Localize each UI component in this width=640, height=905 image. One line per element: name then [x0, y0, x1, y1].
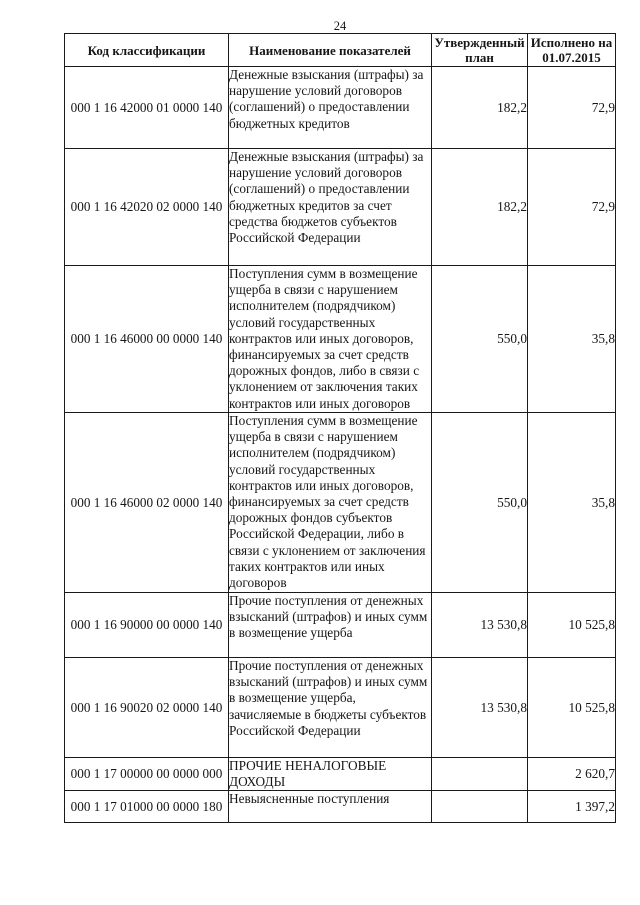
row-approved-plan: 182,2 — [432, 149, 528, 266]
row-indicator-name: Невыясненные поступления — [229, 791, 432, 823]
row-classification-code: 000 1 17 01000 00 0000 180 — [65, 791, 229, 823]
page-number: 24 — [333, 19, 347, 33]
row-indicator-name: Поступления сумм в возмещение ущерба в связи с нарушением исполнителем (подрядчиком) условий государственных контрактов или иных договоров, финансируемых за счет средств дорожных фондов субъектов Российской Федерации, либо в связи с уклонением от заключения таких контрактов или иных договоров — [229, 413, 432, 593]
row-executed: 1 397,2 — [528, 791, 616, 823]
table-row — [65, 67, 616, 149]
row-classification-code: 000 1 16 46000 02 0000 140 — [65, 413, 229, 593]
row-classification-code: 000 1 17 00000 00 0000 000 — [65, 758, 229, 791]
row-approved-plan: 550,0 — [432, 266, 528, 413]
header-indicator-name: Наименование показателей — [229, 34, 432, 67]
row-approved-plan — [432, 758, 528, 791]
row-approved-plan — [432, 791, 528, 823]
row-classification-code: 000 1 16 42020 02 0000 140 — [65, 149, 229, 266]
row-approved-plan: 13 530,8 — [432, 658, 528, 758]
row-approved-plan: 13 530,8 — [432, 593, 528, 658]
row-executed: 72,9 — [528, 67, 616, 149]
table-row — [65, 266, 616, 413]
row-indicator-name: Прочие поступления от денежных взысканий (штрафов) и иных сумм в возмещение ущерба, зачисляемые в бюджеты субъектов Российской Федерации — [229, 658, 432, 758]
header-executed: Исполнено на 01.07.2015 — [528, 34, 616, 67]
header-classification-code: Код классификации — [65, 34, 229, 67]
table-row — [65, 593, 616, 658]
row-executed: 35,8 — [528, 266, 616, 413]
table-row — [65, 758, 616, 791]
row-executed: 35,8 — [528, 413, 616, 593]
row-classification-code: 000 1 16 42000 01 0000 140 — [65, 67, 229, 149]
row-executed: 10 525,8 — [528, 593, 616, 658]
row-executed: 2 620,7 — [528, 758, 616, 791]
row-indicator-name: ПРОЧИЕ НЕНАЛОГОВЫЕ ДОХОДЫ — [229, 758, 432, 791]
table-header-row — [65, 34, 616, 67]
row-classification-code: 000 1 16 90020 02 0000 140 — [65, 658, 229, 758]
row-executed: 10 525,8 — [528, 658, 616, 758]
revenue-classification-table — [64, 33, 616, 823]
row-indicator-name: Прочие поступления от денежных взысканий (штрафов) и иных сумм в возмещение ущерба — [229, 593, 432, 658]
row-approved-plan: 182,2 — [432, 67, 528, 149]
row-executed: 72,9 — [528, 149, 616, 266]
row-classification-code: 000 1 16 46000 00 0000 140 — [65, 266, 229, 413]
header-approved-plan: Утвержденный план — [432, 34, 528, 67]
table-row — [65, 791, 616, 823]
table-row — [65, 413, 616, 593]
table-row — [65, 149, 616, 266]
row-indicator-name: Денежные взыскания (штрафы) за нарушение условий договоров (соглашений) о предоставлении бюджетных кредитов за счет средства бюджетов субъектов Российской Федерации — [229, 149, 432, 266]
row-indicator-name: Денежные взыскания (штрафы) за нарушение условий договоров (соглашений) о предоставлении бюджетных кредитов — [229, 67, 432, 149]
row-classification-code: 000 1 16 90000 00 0000 140 — [65, 593, 229, 658]
row-indicator-name: Поступления сумм в возмещение ущерба в связи с нарушением исполнителем (подрядчиком) условий государственных контрактов или иных договоров, финансируемых за счет средств дорожных фондов, либо в связи с уклонением от заключения таких контрактов или иных договоров — [229, 266, 432, 413]
row-approved-plan: 550,0 — [432, 413, 528, 593]
table-row — [65, 658, 616, 758]
